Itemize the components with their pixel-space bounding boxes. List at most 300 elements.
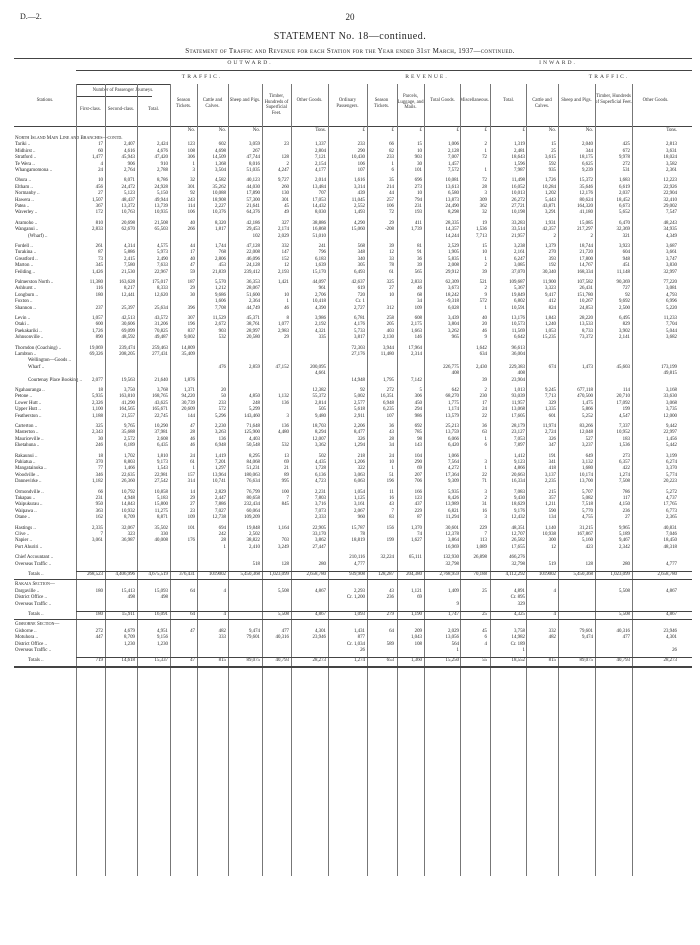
table-cell: 13: [284, 453, 289, 459]
table-cell: 38,886: [312, 220, 326, 226]
table-cell: 48,437: [121, 197, 135, 203]
table-cell: 6,420: [447, 443, 459, 449]
table-cell: 69,326: [89, 352, 103, 357]
table-cell: 477: [281, 628, 289, 634]
season-tickets-header: Season Tickets.: [175, 98, 192, 109]
table-cell: 3,582: [665, 161, 677, 167]
table-cell: 347: [548, 443, 556, 449]
station-name: Tariki ..: [15, 142, 31, 148]
table-cell: 7,007: [447, 155, 459, 161]
table-cell: 18,552: [511, 658, 525, 664]
first-class-header: First-class.: [80, 107, 101, 112]
station-name: Chief Accountant ..: [15, 555, 54, 561]
table-cell: 1,066: [447, 453, 459, 459]
table-cell: 10: [389, 460, 394, 465]
table-cell: 10: [482, 250, 487, 256]
table-cell: 36: [417, 256, 422, 262]
station-name: Patea ..: [15, 204, 30, 209]
table-cell: 2,343: [91, 430, 103, 436]
table-cell: 73,372: [579, 335, 593, 341]
table-cell: 5,570: [214, 280, 226, 285]
table-cell: 7,046: [665, 532, 677, 537]
table-cell: 2,424: [156, 142, 168, 148]
table-cell: 10: [417, 148, 422, 154]
table-cell: 4,737: [665, 496, 677, 501]
table-cell: 1,202: [544, 191, 556, 197]
table-cell: 20,580: [246, 335, 260, 341]
table-cell: 7,337: [618, 424, 630, 429]
table-cell: 16,091: [154, 612, 168, 617]
table-cell: 272: [622, 161, 630, 167]
table-cell: 1,371: [183, 388, 195, 393]
table-cell: 10: [389, 292, 394, 298]
table-cell: 13,700: [579, 479, 593, 485]
table-cell: 2,235: [544, 479, 556, 485]
table-cell: 1: [484, 256, 487, 262]
table-cell: 2,029: [277, 233, 289, 239]
table-cell: 6,495: [618, 316, 630, 321]
table-cell: 10,935: [154, 210, 168, 216]
table-cell: 44: [389, 191, 394, 197]
table-cell: 72: [482, 155, 487, 161]
table-cell: 45,943: [121, 155, 135, 161]
table-cell: 376,431: [179, 572, 195, 577]
table-cell: 233: [357, 142, 365, 148]
table-cell: 4: [553, 612, 556, 617]
station-name: Midhirst ..: [15, 148, 36, 154]
table-cell: 23,946: [312, 635, 326, 641]
table-cell: 4,777: [665, 561, 677, 567]
table-cell: 152: [281, 256, 289, 262]
table-cell: 1,360: [410, 658, 422, 664]
table-cell: 35,646: [579, 184, 593, 190]
table-cell: 39: [389, 244, 394, 249]
station-name: Lower Hutt ..: [15, 400, 42, 406]
table-cell: 98: [417, 436, 422, 442]
table-cell: 329: [517, 601, 525, 607]
table-cell: 157: [187, 472, 195, 478]
table-cell: 45,371: [246, 316, 260, 321]
table-cell: 877: [357, 635, 365, 641]
table-cell: 125,900: [244, 430, 260, 436]
table-cell: 40,316: [275, 635, 289, 641]
table-cell: 7,053: [513, 436, 525, 442]
table-cell: 6,580: [447, 191, 459, 197]
table-cell: 4: [223, 588, 226, 594]
table-cell: 108: [414, 641, 422, 647]
station-name: Paekakariki ..: [15, 328, 42, 334]
table-cell: 1,810: [156, 453, 168, 459]
table-cell: 3: [192, 168, 195, 173]
table-cell: 5,652: [618, 210, 630, 216]
table-cell: 107,582: [577, 280, 593, 285]
table-cell: 890: [95, 335, 103, 341]
table-cell: 89: [284, 472, 289, 478]
table-cell: 156: [386, 525, 394, 531]
table-cell: 24,928: [154, 184, 168, 190]
table-cell: 43: [389, 502, 394, 508]
table-cell: 51,600: [246, 292, 260, 298]
table-cell: 199: [622, 407, 630, 413]
table-cell: 23,127: [511, 430, 525, 436]
table-cell: 17,964: [408, 345, 422, 351]
table-cell: 7,713: [475, 233, 487, 239]
table-cell: 8,733: [581, 328, 593, 334]
table-cell: 1: [391, 161, 394, 167]
table-cell: 27,447: [312, 544, 326, 550]
table-cell: 829: [622, 322, 630, 328]
table-cell: 14,982: [511, 635, 525, 641]
table-cell: 451: [622, 263, 630, 269]
table-cell: 8,071: [123, 178, 135, 184]
table-cell: 246: [95, 443, 103, 449]
table-cell: 14,244: [445, 233, 459, 239]
table-cell: 82: [389, 148, 394, 154]
table-cell: 1,140: [544, 525, 556, 531]
table-cell: 601: [548, 413, 556, 419]
section-name: North Island Main Line and Branches—contd.: [15, 136, 123, 141]
table-cell: 5,866: [581, 407, 593, 413]
table-cell: 2,577: [353, 400, 365, 406]
table-cell: 9,176: [513, 508, 525, 514]
table-cell: 344: [585, 148, 593, 154]
table-cell: 4,247: [277, 168, 289, 173]
table-cell: 1,100: [91, 407, 103, 413]
table-cell: 12,223: [663, 178, 677, 184]
table-cell: 11,294: [445, 515, 459, 521]
table-cell: 482: [218, 628, 226, 634]
table-cell: 101: [414, 168, 422, 173]
table-cell: 11,900: [542, 280, 556, 285]
table-cell: 2,804: [314, 148, 326, 154]
table-cell: 31,206: [154, 322, 168, 328]
table-cell: 3,758: [513, 628, 525, 634]
table-cell: 2,231: [314, 489, 326, 495]
unit-label: Tons.: [666, 128, 677, 133]
table-cell: 323: [127, 532, 135, 537]
timber-header: Timber, Hundreds of Superficial Feet.: [264, 94, 289, 116]
table-cell: 6,673: [618, 204, 630, 209]
table-cell: 22,926: [663, 184, 677, 190]
table-cell: 13,372: [121, 204, 135, 209]
table-cell: 10,430: [351, 155, 365, 161]
station-name: Waipawa ..: [15, 508, 37, 514]
table-cell: 47,420: [154, 155, 168, 161]
table-cell: 4,891: [513, 588, 525, 594]
table-cell: 68: [417, 292, 422, 298]
table-cell: 21,557: [121, 413, 135, 419]
table-cell: 65,111: [408, 555, 422, 561]
inward-traffic-label: TRAFFIC.: [588, 74, 630, 80]
table-cell: 27: [625, 515, 630, 521]
table-cell: 330: [160, 532, 168, 537]
table-cell: 476: [218, 364, 226, 370]
table-cell: 277,431: [152, 352, 168, 357]
table-cell: 26,272: [511, 197, 525, 203]
table-cell: Cr. 1,034: [346, 641, 365, 647]
table-cell: 176: [187, 538, 195, 544]
station-name: Petone ..: [15, 394, 32, 400]
table-cell: 2,008: [447, 263, 459, 269]
table-cell: 3,199: [665, 453, 677, 459]
table-cell: 123: [187, 142, 195, 148]
table-cell: 477: [622, 635, 630, 641]
table-cell: 965: [451, 335, 459, 341]
table-cell: 2,154: [314, 161, 326, 167]
table-cell: 634: [479, 352, 487, 357]
table-cell: 306: [414, 394, 422, 400]
table-cell: 10: [417, 191, 422, 197]
table-cell: 96,613: [511, 345, 525, 351]
table-cell: 3,237: [581, 443, 593, 449]
table-cell: 6,625: [581, 161, 593, 167]
table-cell: 326: [357, 436, 365, 442]
table-cell: 192: [548, 263, 556, 269]
table-cell: 30: [98, 436, 103, 442]
table-cell: 18: [98, 453, 103, 459]
table-cell: 1019002: [538, 572, 556, 577]
table-cell: 17,765: [663, 502, 677, 508]
table-cell: 25: [482, 588, 487, 594]
table-cell: 7,580: [123, 263, 135, 269]
table-cell: 15,787: [351, 525, 365, 531]
table-cell: 332: [548, 628, 556, 634]
revenue-group-label: REVENUE.: [405, 74, 449, 80]
table-cell: 44,749: [246, 305, 260, 311]
page-number: 20: [345, 12, 355, 22]
table-cell: 6,642: [513, 335, 525, 341]
table-cell: 43,871: [542, 204, 556, 209]
table-cell: 6,948: [382, 400, 394, 406]
totals-row: [14, 612, 692, 618]
passenger-journeys-header: Number of Passenger Journeys.: [92, 88, 154, 93]
table-cell: 306: [187, 155, 195, 161]
table-cell: 1,053: [544, 328, 556, 334]
table-cell: 6,821: [447, 508, 459, 514]
table-cell: 532: [218, 335, 226, 341]
table-cell: 2,529: [447, 244, 459, 249]
table-cell: 8,871: [156, 515, 168, 521]
table-cell: 22: [482, 472, 487, 478]
unit-label: £: [391, 128, 394, 133]
table-cell: 649: [585, 453, 593, 459]
table-cell: 241: [318, 244, 326, 249]
table-cell: 7,564: [447, 460, 459, 465]
second-class-header: Second-class.: [107, 107, 135, 112]
table-cell: 44,097: [312, 280, 326, 285]
table-cell: 2: [590, 233, 593, 239]
table-cell: 13,739: [154, 204, 168, 209]
table-cell: 3: [286, 413, 289, 419]
table-cell: 23: [190, 508, 195, 514]
table-cell: 24: [98, 168, 103, 173]
table-cell: 1: [223, 544, 226, 550]
table-cell: 2,608: [156, 436, 168, 442]
table-cell: 162: [95, 515, 103, 521]
unit-label: £: [362, 128, 365, 133]
table-cell: 3,068: [665, 400, 677, 406]
table-cell: 33: [389, 256, 394, 262]
table-cell: 2,130: [382, 335, 394, 341]
table-cell: 796: [318, 250, 326, 256]
unit-label: No.: [187, 128, 195, 133]
table-cell: 29: [284, 335, 289, 341]
table-cell: 43,572: [154, 316, 168, 321]
table-cell: 32,067: [121, 525, 135, 531]
table-cell: 144: [187, 413, 195, 419]
table-cell: 25: [551, 148, 556, 154]
table-cell: 143: [414, 443, 422, 449]
table-cell: 1,013: [513, 388, 525, 393]
table-cell: 37,070: [511, 269, 525, 275]
table-cell: 266: [187, 227, 195, 233]
table-cell: 1,164: [277, 525, 289, 531]
table-cell: 168,765: [152, 394, 168, 400]
table-cell: 2,672: [214, 322, 226, 328]
table-cell: 80,624: [579, 197, 593, 203]
table-cell: 22: [482, 413, 487, 419]
table-cell: 40,008: [154, 538, 168, 544]
table-cell: 6,357: [618, 460, 630, 465]
table-cell: 239,474: [119, 345, 135, 351]
table-cell: 19: [482, 220, 487, 226]
table-cell: 11,380: [89, 280, 103, 285]
table-cell: 259,463: [152, 345, 168, 351]
sheep-header: Sheep and Pigs.: [229, 98, 261, 103]
table-cell: 27: [98, 191, 103, 197]
table-cell: 9,467: [618, 538, 630, 544]
table-cell: 123: [414, 496, 422, 501]
table-cell: 18,819: [351, 538, 365, 544]
table-cell: 10,792: [121, 489, 135, 495]
station-name: Dannevirke ..: [15, 479, 42, 485]
table-cell: 4,272: [447, 466, 459, 472]
table-cell: 824: [548, 305, 556, 311]
table-cell: 18,175: [579, 155, 593, 161]
table-cell: 5,220: [665, 305, 677, 311]
table-cell: 2,552: [353, 204, 365, 209]
table-cell: 83,266: [579, 424, 593, 429]
table-cell: 2: [484, 286, 487, 292]
table-cell: 76,799: [246, 489, 260, 495]
table-cell: 2: [553, 233, 556, 239]
table-cell: 191: [548, 453, 556, 459]
table-cell: 5,150: [156, 191, 168, 197]
table-cell: 25: [482, 612, 487, 617]
table-cell: 10,174: [579, 472, 593, 478]
table-cell: 1,335: [544, 407, 556, 413]
table-cell: 38,822: [246, 538, 260, 544]
table-cell: 4,793: [665, 292, 677, 298]
table-cell: 11,498: [511, 178, 525, 184]
unit-label: No.: [252, 128, 260, 133]
table-cell: 9,474: [581, 635, 593, 641]
table-cell: 151,780: [577, 292, 593, 298]
table-cell: 5,733: [353, 328, 365, 334]
table-cell: 49,944: [154, 197, 168, 203]
table-cell: 8,803: [123, 460, 135, 465]
table-cell: 57,300: [246, 197, 260, 203]
table-cell: 26,898: [473, 555, 487, 561]
station-name: Motuhora ..: [15, 635, 38, 641]
unit-label: £: [522, 128, 525, 133]
table-cell: 81: [417, 244, 422, 249]
table-cell: 30,601: [445, 525, 459, 531]
document-code: D.—2.: [20, 12, 42, 21]
table-cell: 5,707: [581, 489, 593, 495]
table-cell: 29,912: [445, 269, 459, 275]
table-cell: 14,843: [121, 502, 135, 508]
table-cell: 6,493: [353, 269, 365, 275]
station-name: Otaki ..: [15, 322, 30, 328]
station-name: Fordell ..: [15, 244, 33, 249]
table-cell: 1,077: [277, 322, 289, 328]
table-cell: 208,205: [119, 352, 135, 357]
table-cell: 23,946: [663, 628, 677, 634]
table-cell: 146: [414, 335, 422, 341]
table-cell: 2,029: [447, 628, 459, 634]
table-cell: 12: [389, 250, 394, 256]
table-cell: 14,809: [181, 345, 195, 351]
table-cell: 15,085: [579, 220, 593, 226]
table-cell: 22,981: [154, 472, 168, 478]
table-cell: 114: [622, 388, 630, 393]
table-cell: 30: [190, 292, 195, 298]
table-cell: 215: [548, 489, 556, 495]
table-cell: 29: [190, 286, 195, 292]
table-cell: 2,768,959: [439, 572, 459, 577]
table-cell: 1: [456, 648, 459, 653]
table-cell: 16,868: [312, 227, 326, 233]
section-name: Gisborne Section—: [15, 622, 60, 628]
table-cell: 8,786: [156, 178, 168, 184]
table-cell: 456: [95, 184, 103, 190]
table-cell: 248: [252, 400, 260, 406]
station-name: Longburn ..: [15, 292, 38, 298]
table-cell: 14,432: [312, 204, 326, 209]
table-cell: 38,761: [246, 322, 260, 328]
table-cell: 128: [281, 561, 289, 567]
table-cell: 28,273: [663, 658, 677, 664]
table-cell: 77: [98, 466, 103, 472]
table-cell: 27,176: [351, 352, 365, 357]
table-cell: 696: [414, 178, 422, 184]
table-cell: 14,509: [212, 155, 226, 161]
table-cell: 1: [484, 148, 487, 154]
table-cell: 2,430: [475, 364, 487, 370]
station-name: Dargaville ..: [15, 588, 40, 594]
table-cell: 5,044: [665, 328, 677, 334]
table-cell: 1,775: [447, 400, 459, 406]
station-name: Mangatainoka ..: [15, 466, 47, 472]
table-cell: 15,337: [154, 658, 168, 664]
table-cell: 180: [95, 612, 103, 617]
table-cell: 193: [414, 210, 422, 216]
table-cell: 2,813: [665, 142, 677, 148]
table-cell: 226,775: [443, 364, 459, 370]
table-cell: 50: [221, 394, 226, 400]
table-cell: 2,335: [91, 525, 103, 531]
unit-label: No.: [585, 128, 593, 133]
table-cell: 106: [357, 161, 365, 167]
table-cell: 72: [482, 178, 487, 184]
station-name: Upper Hutt ..: [15, 407, 41, 413]
table-cell: 4,301: [665, 635, 677, 641]
table-row: [14, 545, 692, 551]
table-cell: 10,591: [511, 305, 525, 311]
table-cell: 1,680: [581, 466, 593, 472]
table-cell: 10,376: [212, 210, 226, 216]
